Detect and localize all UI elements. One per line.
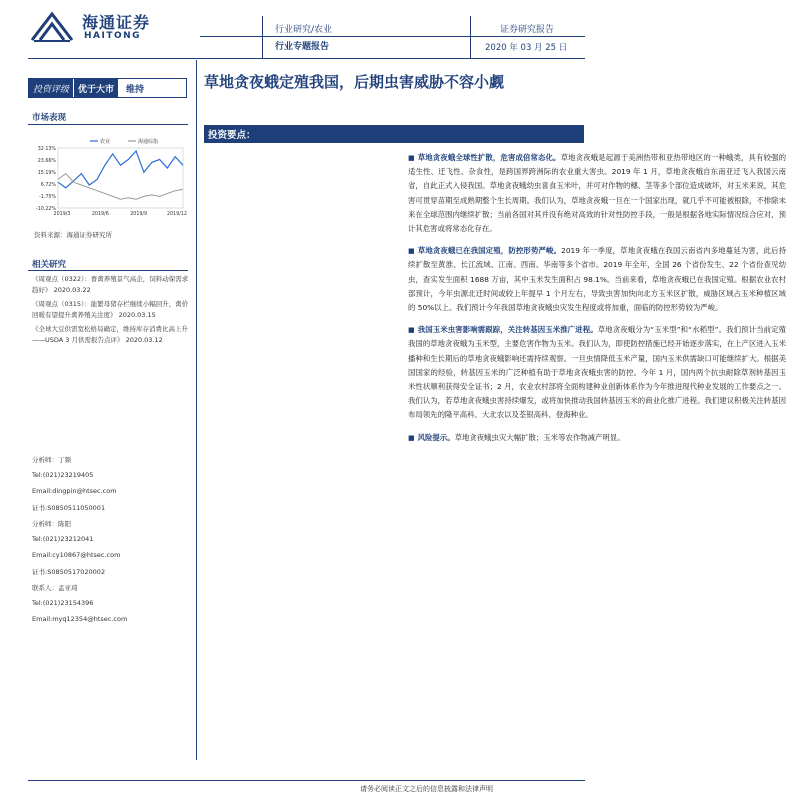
header-rule-mid xyxy=(200,36,585,37)
key-point-body: 草地贪夜蛾虫灾大幅扩散；玉米等农作物减产明显。 xyxy=(454,432,625,442)
market-rule xyxy=(28,124,188,125)
bullet-icon: ■ xyxy=(408,154,415,162)
report-label: 证券研究报告 xyxy=(500,25,555,35)
y-tick-label: -10.22% xyxy=(35,207,56,212)
y-tick-label: -1.75% xyxy=(39,195,56,200)
related-item-title: 《周观点（0315）：能繁母猪存栏继续小幅回升，禽价回暖有望提升禽养殖关注度》 xyxy=(32,300,189,319)
related-item-date: 2020.03.22 xyxy=(51,286,91,294)
header-divider-right xyxy=(470,16,471,58)
related-section-title: 相关研究 xyxy=(32,260,67,270)
legend-label: 农业 xyxy=(100,139,111,145)
key-point xyxy=(408,151,786,236)
y-tick-label: 6.72% xyxy=(40,183,56,188)
y-tick-label: 15.19% xyxy=(37,171,56,176)
related-item-title: 《周观点（0322）：畜禽养殖景气高企，饲料动保需求趋好》 xyxy=(32,275,189,294)
analyst-email[interactable]: Email:cy10867@htsec.com xyxy=(32,551,121,559)
analyst-email[interactable]: Email:dingpin@htsec.com xyxy=(32,487,117,495)
related-item-date: 2020.03.15 xyxy=(116,311,156,319)
market-section-title: 市场表现 xyxy=(32,113,67,123)
bullet-icon: ■ xyxy=(408,433,415,442)
analyst-cert: 证书:S0850511050001 xyxy=(32,504,106,512)
related-item-title: 《全球大豆供需宽松格局确定，维持库存消费比高上升——USDA 3 月供需报告点评》 xyxy=(32,325,188,344)
series-line-agriculture xyxy=(58,151,183,188)
report-title: 草地贪夜蛾定殖我国，后期虫害威胁不容小觑 xyxy=(204,73,505,91)
column-divider xyxy=(196,60,197,760)
analyst-list xyxy=(32,455,127,631)
key-point xyxy=(408,244,786,315)
analyst-email[interactable]: Email:myq12354@htsec.com xyxy=(32,615,128,623)
rating-value: 优于大市 xyxy=(73,79,118,97)
x-tick-label: 2019/12 xyxy=(167,212,187,217)
footer-disclaimer: 请务必阅读正文之后的信息披露和法律声明 xyxy=(360,785,493,793)
analyst-tel: Tel:(021)23219405 xyxy=(32,471,94,479)
analyst-role: 分析师：丁频 xyxy=(32,456,71,464)
analyst-tel: Tel:(021)23154396 xyxy=(32,599,94,607)
key-points-banner: 投资要点： xyxy=(204,125,584,143)
y-tick-label: 23.66% xyxy=(37,159,56,164)
logo-english: HAITONG xyxy=(84,31,142,41)
related-item[interactable] xyxy=(32,274,192,296)
rating-label: 投资评级 xyxy=(29,79,73,97)
key-point xyxy=(408,431,786,445)
header-rule-bottom xyxy=(28,58,585,59)
key-points-list xyxy=(204,151,786,453)
related-list xyxy=(32,274,192,349)
report-type: 行业专题报告 xyxy=(275,42,330,52)
related-item-date: 2020.03.12 xyxy=(123,336,163,344)
x-tick-label: 2019/6 xyxy=(91,212,109,217)
y-tick-label: 32.13% xyxy=(37,147,56,152)
x-tick-label: 2019/3 xyxy=(53,212,71,217)
bullet-icon: ■ xyxy=(408,247,415,256)
report-date: 2020 年 03 月 25 日 xyxy=(485,43,568,53)
key-point-body: 草地贪夜蛾是起源于美洲热带和亚热带地区的一种蛾类，具有较强的适生性、迁飞性、杂食性，是跨国界跨洲际的农业重大害虫。2019 年 1 月，草地贪夜蛾自东南亚迁飞入我国云南省，自此正式入侵我国。草地贪夜蛾幼虫喜食玉米叶，并可对作物的穗、茎等多个部位造成破坏，对玉米来说，其危害可贯穿苗期至成熟期整个生长周期。我们认为，草地贪夜蛾一旦在一个国家出现，就几乎不可能被根除，不排除未来在全球范围内继续扩散；当前各国对其并没有绝对高效的针对性防控手段，一般是根据各地实际情况综合应对，预计其危害或将常态化存在。 xyxy=(408,153,786,234)
related-item[interactable] xyxy=(32,324,192,346)
related-item[interactable] xyxy=(32,299,192,321)
key-point-heading: 草地贪夜蛾全球性扩散，危害成倍常态化。 xyxy=(417,153,561,162)
key-point-body: 草地贪夜蛾分为“玉米型”和“水稻型”。我们预计当前定殖我国的草地贪夜蛾为玉米型，主要危害作物为玉米。我们认为，即使防控措施已经开始逐步落实，在上产区进入玉米播种和生长期后的草地贪夜蛾影响还需持续观察。一旦虫情降低玉米产量，国内玉米供需缺口可能继续扩大。根据美国国家的经验，转基因玉米的广泛种植有助于草地贪夜蛾虫害的防控。今年 1 月，国内两个抗虫耐除草剂转基因玉米性状顺利获得安全证书；2 月，农业农村部将全面构建种业创新体系作为今年推进现代种业发展的工作要点之一。我们认为，若草地贪夜蛾虫害持续爆发，或将加快推动我国转基因玉米的商业化推广进程。我们建议积极关注转基因布局领先的隆平高科、大北农以及荃银高科、登海种业。 xyxy=(408,325,786,420)
report-category: 行业研究/农业 xyxy=(275,25,333,35)
chart-source: 资料来源：海通证券研究所 xyxy=(34,231,112,239)
market-chart xyxy=(28,136,188,222)
related-rule xyxy=(28,270,188,271)
rating-action: 维持 xyxy=(126,84,145,95)
key-point-body: 2019 年一季度，草地贪夜蛾在我国云南省内多地蔓延为害，此后持续扩散至黄淮、长江流域、江南、西南、华南等多个省市。2019 年全年，全国 26 个省份发生、22 个省份查见幼虫，查实发生面积 1688 万亩，其中玉米发生面积占 98.1%。当前来看，草地贪夜蛾已在我国定殖。根据农业农村部预计，今年虫源北迁时间或较上年提早 1 个月左右，导致虫害加快向北方玉米区扩散，威胁区域占玉米种植区域的 50%以上。我们预计今年我国草地贪夜蛾虫灾发生程度或将加重，面临的防控形势较为严峻。 xyxy=(408,246,786,313)
investment-rating xyxy=(28,78,187,98)
footer-rule xyxy=(28,780,585,781)
bullet-icon: ■ xyxy=(408,326,415,335)
logo-chinese: 海通证券 xyxy=(82,13,151,32)
key-point-heading: 风险提示。 xyxy=(417,432,455,442)
analyst-tel: Tel:(021)23212041 xyxy=(32,535,94,543)
key-point-heading: 草地贪夜蛾已在我国定殖，防控形势严峻。 xyxy=(417,246,562,256)
legend-label: 海通综指 xyxy=(138,139,159,145)
key-point-heading: 我国玉米虫害影响需跟踪，关注转基因玉米推广进程。 xyxy=(417,325,598,335)
x-tick-label: 2019/9 xyxy=(130,212,148,217)
analyst-cert: 证书:S0850517020002 xyxy=(32,568,106,576)
header-divider-left xyxy=(262,16,263,58)
analyst-role: 联系人：孟亚琦 xyxy=(32,584,78,592)
key-point xyxy=(408,323,786,422)
analyst-role: 分析师：陈阳 xyxy=(32,520,71,528)
